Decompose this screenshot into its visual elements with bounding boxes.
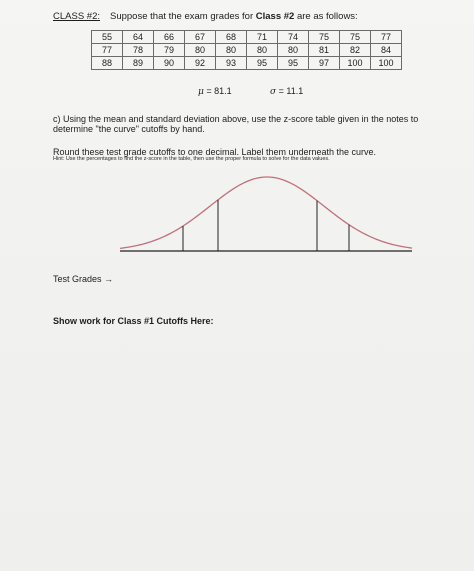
grade-cell: 88 xyxy=(92,57,123,70)
table-row xyxy=(92,57,402,70)
prompt-after: are as follows: xyxy=(294,11,358,22)
grade-cell: 95 xyxy=(247,57,278,70)
grade-cell: 92 xyxy=(185,57,216,70)
grade-cell: 100 xyxy=(371,57,402,70)
grade-cell: 80 xyxy=(247,44,278,57)
normal-curve-figure xyxy=(0,170,474,260)
grade-cell: 75 xyxy=(309,31,340,44)
grade-cell: 80 xyxy=(185,44,216,57)
mu-value: = 81.1 xyxy=(203,86,232,96)
hint-text: Hint: Use the percentages to find the z-score in the table, then use the proper formula to solve for the data values. xyxy=(53,156,330,162)
grade-cell: 67 xyxy=(185,31,216,44)
grade-cell: 80 xyxy=(278,44,309,57)
grade-cell: 89 xyxy=(123,57,154,70)
grade-cell: 79 xyxy=(154,44,185,57)
grade-cell: 71 xyxy=(247,31,278,44)
grade-cell: 93 xyxy=(216,57,247,70)
show-work-heading: Show work for Class #1 Cutoffs Here: xyxy=(53,316,214,326)
normal-curve-svg xyxy=(0,170,474,260)
grade-cell: 82 xyxy=(340,44,371,57)
grade-cell: 84 xyxy=(371,44,402,57)
grade-cell: 81 xyxy=(309,44,340,57)
prompt-bold: Class #2 xyxy=(255,11,295,22)
table-row xyxy=(92,31,402,44)
table-row xyxy=(92,44,402,57)
table-prompt xyxy=(110,11,358,22)
grade-cell: 68 xyxy=(216,31,247,44)
mean-stat xyxy=(198,86,232,97)
sigma-value: = 11.1 xyxy=(276,86,304,96)
grade-cell: 75 xyxy=(340,31,371,44)
part-c-question: c) Using the mean and standard deviation above, use the z-score table given in the notes to determine "the curve" cutoffs by hand. xyxy=(53,114,419,134)
grade-cell: 74 xyxy=(278,31,309,44)
mu-symbol: μ xyxy=(198,87,204,97)
grade-cell: 97 xyxy=(309,57,340,70)
bell-curve xyxy=(120,177,412,248)
grade-cell: 64 xyxy=(123,31,154,44)
sigma-symbol: σ xyxy=(270,87,277,97)
grades-table xyxy=(91,30,402,70)
grade-cell: 90 xyxy=(154,57,185,70)
grade-cell: 66 xyxy=(154,31,185,44)
grade-cell: 78 xyxy=(123,44,154,57)
grade-cell: 95 xyxy=(278,57,309,70)
test-grades-label: Test Grades → xyxy=(53,274,114,284)
class-heading xyxy=(53,11,100,22)
grade-cell: 80 xyxy=(216,44,247,57)
std-dev-stat xyxy=(270,86,303,97)
grade-cell: 55 xyxy=(92,31,123,44)
rounding-instruction: Round these test grade cutoffs to one decimal. Label them underneath the curve. xyxy=(53,147,377,157)
prompt-before: Suppose that the exam grades for xyxy=(110,11,256,22)
grade-cell: 77 xyxy=(371,31,402,44)
grade-cell: 100 xyxy=(340,57,371,70)
class-label: CLASS #2: xyxy=(53,11,100,22)
grade-cell: 77 xyxy=(92,44,123,57)
